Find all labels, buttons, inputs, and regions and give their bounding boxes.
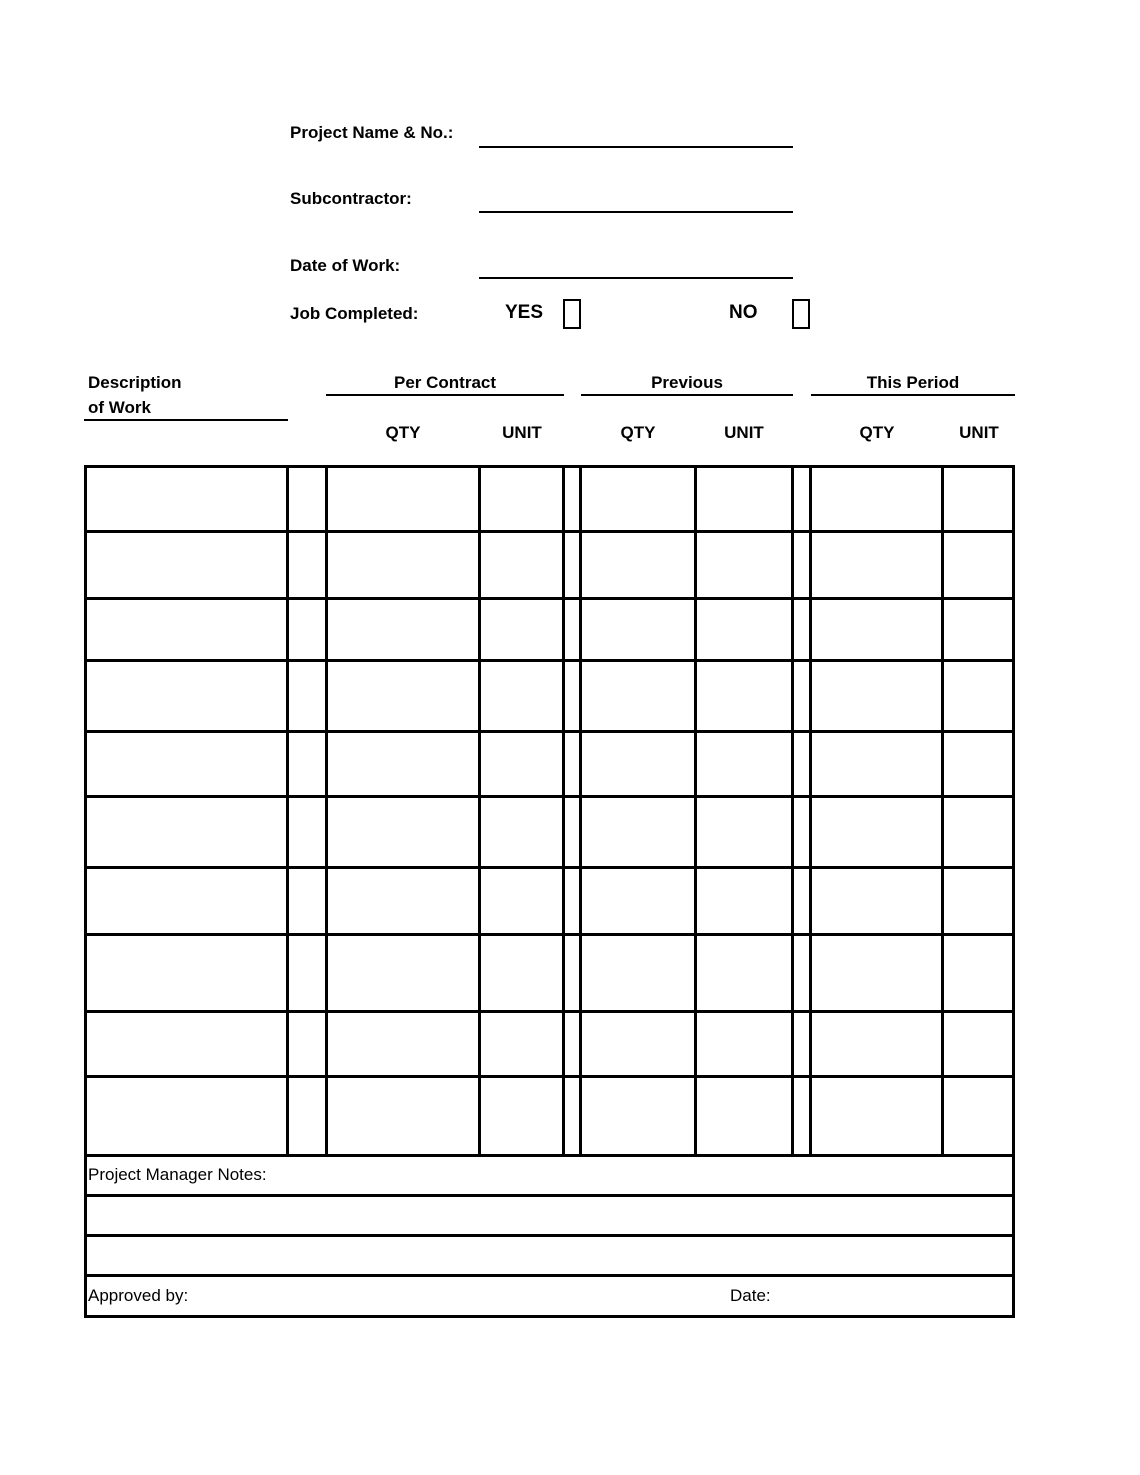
row-divider xyxy=(84,795,1015,798)
project-name-label: Project Name & No.: xyxy=(290,123,454,142)
project-manager-notes-label: Project Manager Notes: xyxy=(88,1165,267,1184)
approved-by-label: Approved by: xyxy=(88,1286,189,1305)
row-divider xyxy=(84,1010,1015,1013)
yes-label: YES xyxy=(505,302,544,323)
this-period-header: This Period xyxy=(866,373,960,392)
column-divider xyxy=(286,465,289,1157)
no-label: NO xyxy=(729,302,758,323)
row-divider xyxy=(84,597,1015,600)
column-divider xyxy=(694,465,697,1157)
table-top-border xyxy=(84,465,1015,468)
footer-date-label: Date: xyxy=(730,1286,771,1305)
column-divider xyxy=(478,465,481,1157)
previous-header: Previous xyxy=(651,373,723,392)
column-divider xyxy=(562,465,565,1157)
column-divider xyxy=(941,465,944,1157)
per-contract-qty-header: QTY xyxy=(385,423,421,442)
column-divider xyxy=(579,465,582,1157)
row-divider xyxy=(84,1075,1015,1078)
column-divider xyxy=(791,465,794,1157)
per-contract-header: Per Contract xyxy=(393,373,497,392)
date-of-work-label: Date of Work: xyxy=(290,256,401,275)
notes-divider xyxy=(84,1234,1015,1237)
row-divider xyxy=(84,866,1015,869)
this-period-qty-header: QTY xyxy=(859,423,895,442)
subcontractor-label: Subcontractor: xyxy=(290,189,412,208)
notes-divider xyxy=(84,1274,1015,1277)
table-left-border xyxy=(84,465,87,1318)
description-header-line1: Description xyxy=(88,373,182,392)
notes-divider xyxy=(84,1194,1015,1197)
column-divider xyxy=(809,465,812,1157)
this-period-unit-header: UNIT xyxy=(959,423,999,442)
row-divider xyxy=(84,933,1015,936)
row-divider xyxy=(84,659,1015,662)
previous-unit-header: UNIT xyxy=(724,423,764,442)
row-divider xyxy=(84,530,1015,533)
table-bottom-border xyxy=(84,1315,1015,1318)
previous-qty-header: QTY xyxy=(620,423,656,442)
table-right-border xyxy=(1012,465,1015,1318)
description-header-line2: of Work xyxy=(88,398,151,417)
column-divider xyxy=(325,465,328,1157)
job-completed-label: Job Completed: xyxy=(290,304,419,323)
per-contract-unit-header: UNIT xyxy=(502,423,542,442)
row-divider xyxy=(84,1154,1015,1157)
row-divider xyxy=(84,730,1015,733)
